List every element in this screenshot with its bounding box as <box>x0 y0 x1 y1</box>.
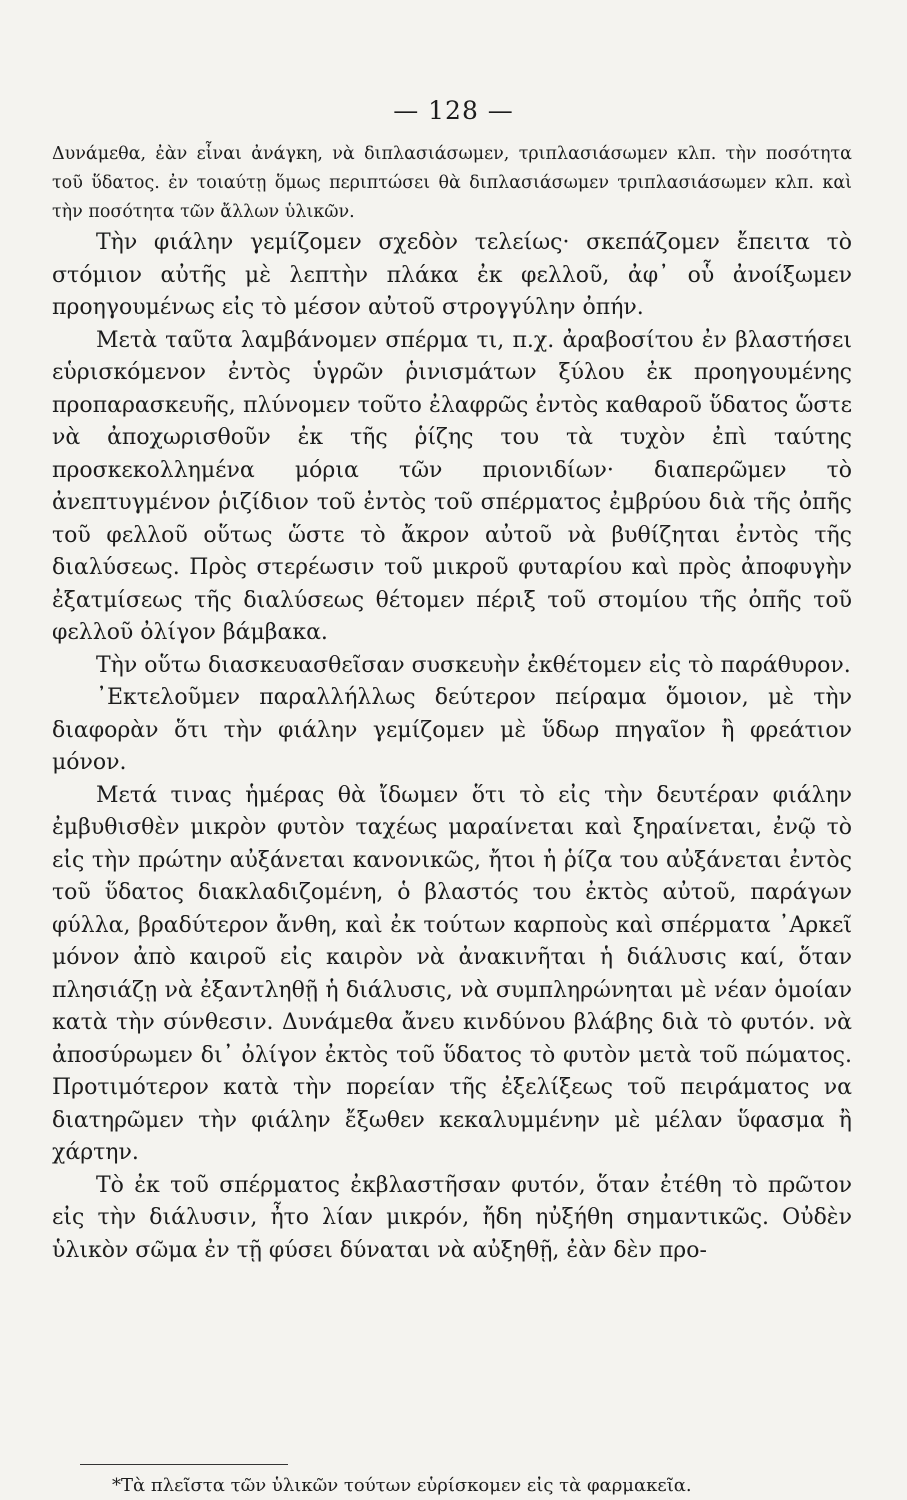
paragraph-2: Τὴν φιάλην γεμίζομεν σχεδὸν τελείως· σκεπάζομεν ἔπειτα τὸ στόμιον αὐτῆς μὲ λεπτὴν πλάκα ἐκ φελλοῦ, ἀφ᾿ οὗ ἀνοίξωμεν προηγουμένως εἰς τὸ μέσον αὐτοῦ στρογγύλην ὀπήν. <box>52 230 852 320</box>
body-text <box>52 140 852 1267</box>
footnote: *Τὰ πλεῖστα τῶν ὑλικῶν τούτων εὑρίσκομεν εἰς τὰ φαρμακεῖα. <box>112 1475 692 1496</box>
footnote-separator <box>80 1464 288 1465</box>
paragraph-1: Δυνάμεθα, ἐὰν εἶναι ἀνάγκη, νὰ διπλασιάσωμεν, τριπλασιάσωμεν κλπ. τὴν ποσότητα τοῦ ὕδατος. ἐν τοιαύτῃ ὅμως περιπτώσει θὰ διπλασιάσωμεν τριπλασιάσωμεν κλπ. καὶ τὴν ποσότητα τῶν ἄλλων ὑλικῶν. <box>52 144 852 222</box>
paragraph-7: Τὸ ἐκ τοῦ σπέρματος ἐκβλαστῆσαν φυτόν, ὅταν ἐτέθη τὸ πρῶτον εἰς τὴν διάλυσιν, ἦτο λίαν μικρόν, ἤδη ηὐξήθη σημαντικῶς. Οὐδὲν ὑλικὸν σῶμα ἐν τῇ φύσει δύναται νὰ αὐξηθῇ, ἐὰν δὲν προ- <box>52 1172 852 1263</box>
paragraph-3: Μετὰ ταῦτα λαμβάνομεν σπέρμα τι, π.χ. ἀραβοσίτου ἐν βλαστήσει εὑρισκόμενον ἐντὸς ὑγρῶν ῥινισμάτων ξύλου ἐκ προηγουμένης προπαρασκευῆς, πλύνομεν τοῦτο ἐλαφρῶς ἐντὸς καθαροῦ ὕδατος ὥστε νὰ ἀποχωρισθοῦν ἐκ τῆς ῥίζης του τὰ τυχὸν ἐπὶ ταύτης προσκεκολλημένα μόρια τῶν πριονιδίων· διαπερῶμεν τὸ ἀνεπτυγμένον ῥιζίδιον τοῦ ἐντὸς τοῦ σπέρματος ἐμβρύου διὰ τῆς ὀπῆς τοῦ φελλοῦ οὕτως ὥστε τὸ ἄκρον αὐτοῦ νὰ βυθίζηται ἐντὸς τῆς διαλύσεως. Πρὸς στερέωσιν τοῦ μικροῦ φυταρίου καὶ πρὸς ἀποφυγὴν ἐξατμίσεως τῆς διαλύσεως θέτομεν πέριξ τοῦ στομίου τῆς ὀπῆς τοῦ φελλοῦ ὀλίγον βάμβακα. <box>52 327 852 645</box>
page-number: — 128 — <box>393 96 514 125</box>
paragraph-6: Μετά τινας ἡμέρας θὰ ἴδωμεν ὅτι τὸ εἰς τὴν δευτέραν φιάλην ἐμβυθισθὲν μικρὸν φυτὸν ταχέως μαραίνεται καὶ ξηραίνεται, ἐνῷ τὸ εἰς τὴν πρώτην αὐξάνεται κανονικῶς, ἤτοι ἡ ῥίζα του αὐξάνεται ἐντὸς τοῦ ὕδατος διακλαδιζομένη, ὁ βλαστός του ἐκτὸς αὐτοῦ, παράγων φύλλα, βραδύτερον ἄνθη, καὶ ἐκ τούτων καρποὺς καὶ σπέρματα ᾿Αρκεῖ μόνον ἀπὸ καιροῦ εἰς καιρὸν νὰ ἀνακινῆται ἡ διάλυσις καί, ὅταν πλησιάζῃ νὰ ἐξαντληθῇ ἡ διάλυσις, νὰ συμπληρώνηται μὲ νέαν ὁμοίαν κατὰ τὴν σύνθεσιν. Δυνάμεθα ἄνευ κινδύνου βλάβης διὰ τὸ φυτόν. νὰ ἀποσύρωμεν δι᾿ ὀλίγον ἐκτὸς τοῦ ὕδατος τὸ φυτὸν μετὰ τοῦ πώματος. Προτιμότερον κατὰ τὴν πορείαν τῆς ἐξελίξεως τοῦ πειράματος να διατηρῶμεν τὴν φιάλην ἔξωθεν κεκαλυμμένην μὲ μέλαν ὕφασμα ἢ χάρτην. <box>52 782 852 1165</box>
paragraph-5: ᾿Εκτελοῦμεν παραλλήλλως δεύτερον πείραμα ὅμοιον, μὲ τὴν διαφορὰν ὅτι τὴν φιάλην γεμίζομεν μὲ ὕδωρ πηγαῖον ἢ φρεάτιον μόνον. <box>52 685 852 775</box>
paragraph-4: Τὴν οὕτω διασκευασθεῖσαν συσκευὴν ἐκθέτομεν εἰς τὸ παράθυρον. <box>96 652 851 678</box>
